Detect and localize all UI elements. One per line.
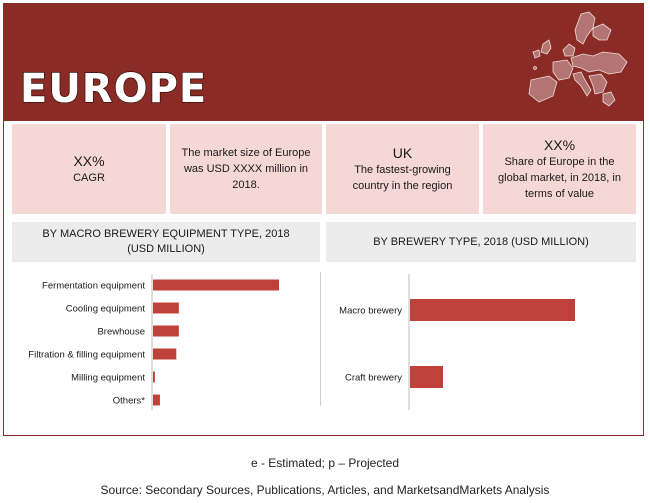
bar <box>153 326 179 337</box>
bar <box>410 299 575 321</box>
footnote: e - Estimated; p – Projected <box>250 456 400 470</box>
category-label: Brewhouse <box>97 326 145 338</box>
stat-card-fastest-growing <box>326 124 479 214</box>
stat-value: XX% <box>73 153 105 169</box>
stat-value: XX% <box>543 137 576 153</box>
stat-card-cagr <box>12 124 166 214</box>
source-note: Source: Secondary Sources, Publications, Articles, and MarketsandMarkets Analysis <box>100 483 550 497</box>
stat-text: The market size of Europe was USD XXXX million in 2018. <box>181 147 311 191</box>
bar <box>153 372 155 383</box>
right-chart-header: BY BREWERY TYPE, 2018 (USD MILLION) <box>326 222 636 262</box>
bar <box>153 280 279 291</box>
stat-card-share <box>483 124 636 214</box>
left-chart-header: BY MACRO BREWERY EQUIPMENT TYPE, 2018 (USD MILLION) <box>12 222 320 262</box>
category-label: Filtration & filling equipment <box>28 349 145 361</box>
stat-text: CAGR <box>73 172 105 184</box>
region-title: EUROPE <box>20 66 208 112</box>
stat-text: The fastest-growing country in the region <box>352 164 453 192</box>
category-label: Macro brewery <box>339 305 402 317</box>
brewery-type-chart <box>321 270 646 410</box>
bar <box>153 349 176 360</box>
category-label: Others* <box>112 395 145 407</box>
region-banner <box>4 4 643 121</box>
bar <box>153 303 179 314</box>
category-label: Milling equipment <box>71 372 145 384</box>
bar <box>153 395 160 406</box>
stat-card-market-size <box>170 124 322 214</box>
equipment-type-chart <box>0 270 320 410</box>
category-label: Fermentation equipment <box>42 280 145 292</box>
stat-value: UK <box>392 145 413 161</box>
category-label: Craft brewery <box>344 372 402 384</box>
stat-text: Share of Europe in the global market, in 2018, in terms of value <box>498 156 621 200</box>
bar <box>410 366 443 388</box>
europe-map-icon <box>523 10 633 115</box>
category-label: Cooling equipment <box>65 303 145 315</box>
